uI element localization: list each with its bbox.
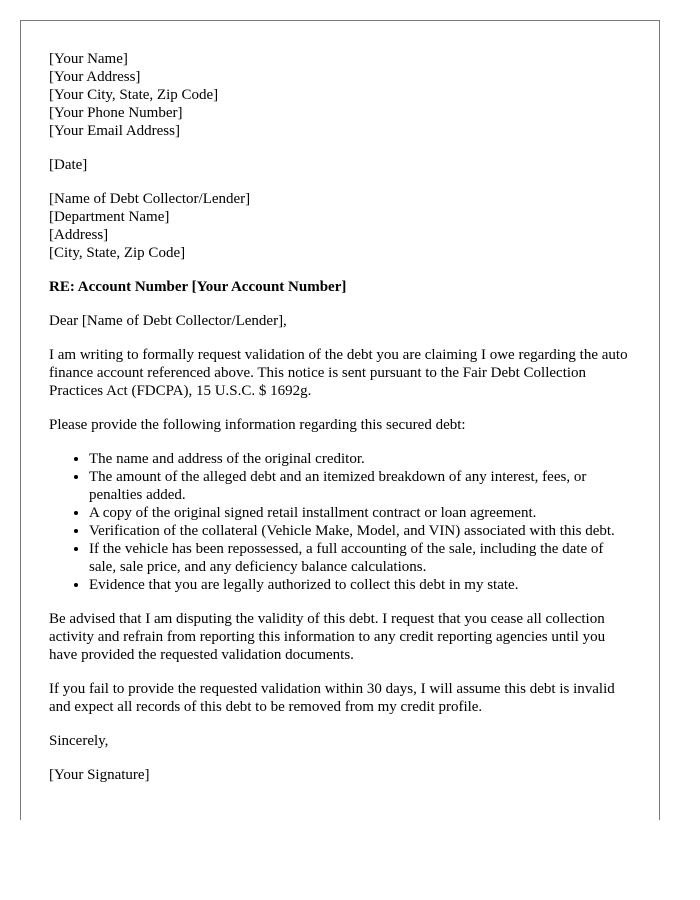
- list-item: • Evidence that you are legally authorized to collect this debt in my state.: [89, 576, 631, 594]
- recipient-city-state-zip: [City, State, Zip Code]: [49, 245, 186, 261]
- subject-line: RE: Account Number [Your Account Number]: [49, 279, 347, 295]
- sender-email: [Your Email Address]: [49, 123, 180, 139]
- body-paragraph-deadline: If you fail to provide the requested validation within 30 days, I will assume this debt is invalid and expect all records of this debt to be removed from my credit profile.: [49, 681, 615, 715]
- recipient-department: [Department Name]: [49, 209, 170, 225]
- recipient-address: [Address]: [49, 227, 109, 243]
- sender-address: [Your Address]: [49, 69, 141, 85]
- signature: [Your Signature]: [49, 767, 150, 783]
- body-paragraph-request: Please provide the following information regarding this secured debt:: [49, 417, 466, 433]
- letter-date: [Date]: [49, 157, 88, 173]
- sender-city-state-zip: [Your City, State, Zip Code]: [49, 87, 219, 103]
- closing: Sincerely,: [49, 733, 109, 749]
- list-item: • Verification of the collateral (Vehicle Make, Model, and VIN) associated with this debt.: [89, 522, 631, 540]
- body-paragraph-dispute: Be advised that I am disputing the validity of this debt. I request that you cease all collection activity and refrain from reporting this information to any credit reporting agencies until you have provided the requested validation documents.: [49, 611, 606, 663]
- recipient-address-block: [49, 190, 631, 262]
- recipient-name: [Name of Debt Collector/Lender]: [49, 191, 251, 207]
- salutation: Dear [Name of Debt Collector/Lender],: [49, 313, 287, 329]
- list-item: • The amount of the alleged debt and an itemized breakdown of any interest, fees, or penalties added.: [89, 468, 631, 504]
- body-paragraph-intro: I am writing to formally request validation of the debt you are claiming I owe regarding the auto finance account referenced above. This notice is sent pursuant to the Fair Debt Collection Practices Act (FDCPA), 15 U.S.C. $ 1692g.: [49, 347, 628, 399]
- sender-address-block: [49, 50, 631, 140]
- list-item: • A copy of the original signed retail installment contract or loan agreement.: [89, 504, 631, 522]
- letter-page: [20, 20, 660, 820]
- list-item: • If the vehicle has been repossessed, a full accounting of the sale, including the date of sale, sale price, and any deficiency balance calculations.: [89, 540, 631, 576]
- sender-phone: [Your Phone Number]: [49, 105, 183, 121]
- list-item: • The name and address of the original creditor.: [89, 450, 631, 468]
- request-list: [49, 450, 631, 594]
- sender-name: [Your Name]: [49, 51, 128, 67]
